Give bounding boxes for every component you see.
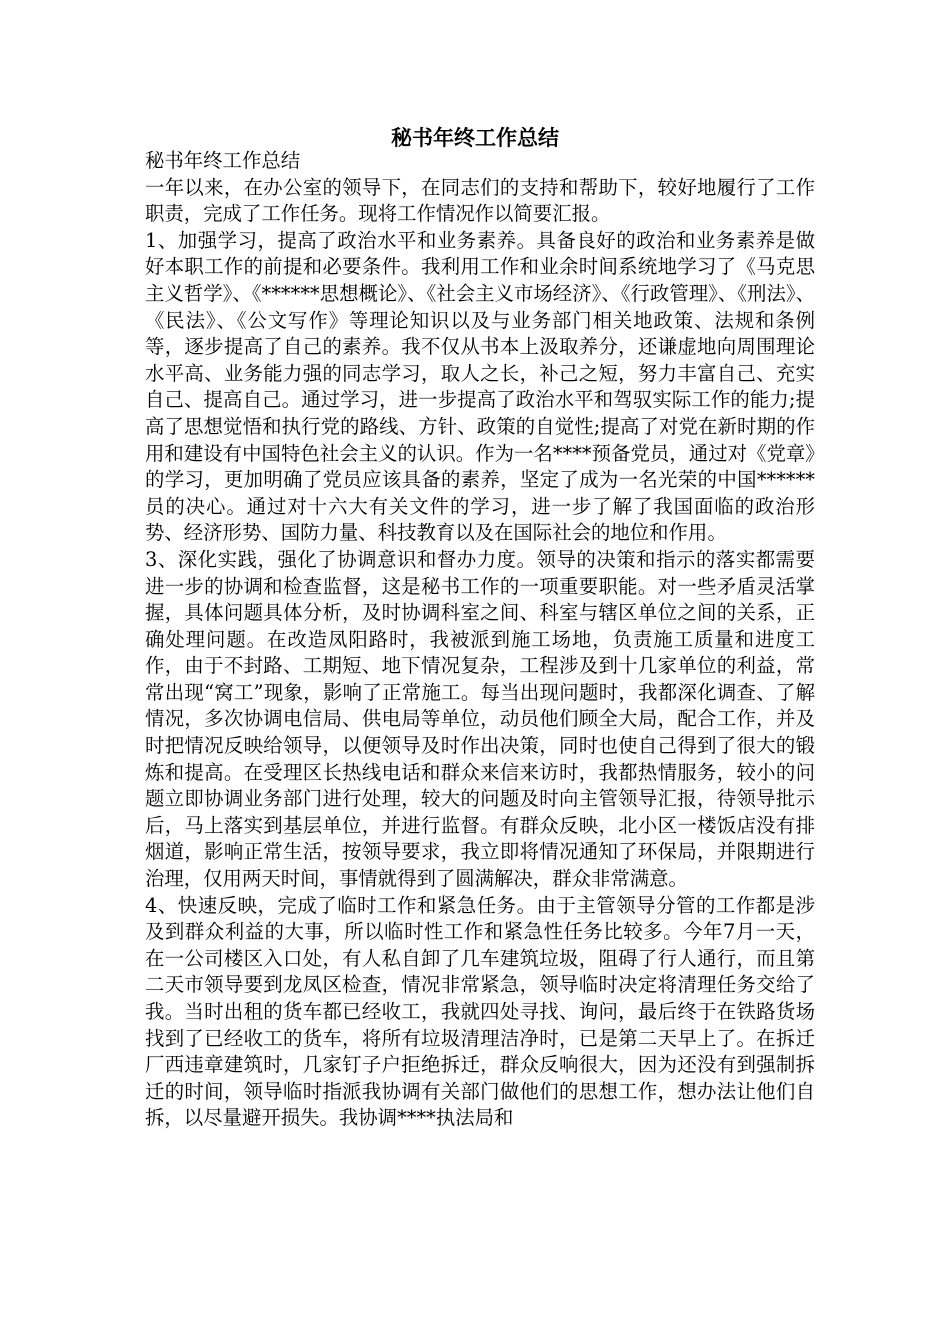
subtitle-paragraph: 秘书年终工作总结 — [145, 149, 301, 172]
section-1-paragraph: 1、加强学习，提高了政治水平和业务素养。具备良好的政治和业务素养是做好本职工作的前提和必要条件。我利用工作和业余时间系统地学习了《马克思主义哲学》、《******思想概论》、《社会主义市场经济》、《行政管理》、《刑法》、《民法》、《公文写作》等理论知识以及与业务部门相关地政策、法规和条例等，逐步提高了自己的素养。我不仅从书本上汲取养分，还谦虚地向周围理论水平高、业务能力强的同志学习，取人之长，补己之短，努力丰富自己、充实自己、提高自己。通过学习，进一步提高了政治水平和驾驭实际工作的能力;提高了思想觉悟和执行党的路线、方针、政策的自觉性;提高了对党在新时期的作用和建设有中国特色社会主义的认识。作为一名****预备党员，通过对《党章》的学习，更加明确了党员应该具备的素养，坚定了成为一名光荣的中国******员的决心。通过对十六大有关文件的学习，进一步了解了我国面临的政治形势、经济形势、国防力量、科技教育以及在国际社会的地位和作用。 — [145, 228, 815, 545]
document-title: 秘书年终工作总结 — [391, 125, 559, 150]
section-4-paragraph: 4、快速反映，完成了临时工作和紧急任务。由于主管领导分管的工作都是涉及到群众利益的大事，所以临时性工作和紧急性任务比较多。今年7月一天，在一公司楼区入口处，有人私自卸了几车建筑垃圾，阻碍了行人通行，而且第二天市领导要到龙凤区检查，情况非常紧急，领导临时决定将清理任务交给了我。当时出租的货车都已经收工，我就四处寻找、询问，最后终于在铁路货场找到了已经收工的货车，将所有垃圾清理洁净时，已是第二天早上了。在拆迁厂西违章建筑时，几家钉子户拒绝拆迁，群众反响很大，因为还没有到强制拆迁的时间，领导临时指派我协调有关部门做他们的思想工作，想办法让他们自拆，以尽量避开损失。我协调****执法局和 — [145, 893, 815, 1130]
intro-paragraph: 一年以来，在办公室的领导下，在同志们的支持和帮助下，较好地履行了工作职责，完成了工作任务。现将工作情况作以简要汇报。 — [145, 175, 815, 226]
section-3-paragraph: 3、深化实践，强化了协调意识和督办力度。领导的决策和指示的落实都需要进一步的协调和检查监督，这是秘书工作的一项重要职能。对一些矛盾灵活掌握，具体问题具体分析，及时协调科室之间、科室与辖区单位之间的关系，正确处理问题。在改造凤阳路时，我被派到施工场地，负责施工质量和进度工作，由于不封路、工期短、地下情况复杂，工程涉及到十几家单位的利益，常常出现“窝工”现象，影响了正常施工。每当出现问题时，我都深化调查、了解情况，多次协调电信局、供电局等单位，动员他们顾全大局，配合工作，并及时把情况反映给领导，以便领导及时作出决策，同时也使自己得到了很大的锻炼和提高。在受理区长热线电话和群众来信来访时，我都热情服务，较小的问题立即协调业务部门进行处理，较大的问题及时向主管领导汇报，待领导批示后，马上落实到基层单位，并进行监督。有群众反映，北小区一楼饭店没有排烟道，影响正常生活，按领导要求，我立即将情况通知了环保局，并限期进行治理，仅用两天时间，事情就得到了圆满解决，群众非常满意。 — [145, 547, 815, 891]
document-body — [145, 148, 815, 1132]
